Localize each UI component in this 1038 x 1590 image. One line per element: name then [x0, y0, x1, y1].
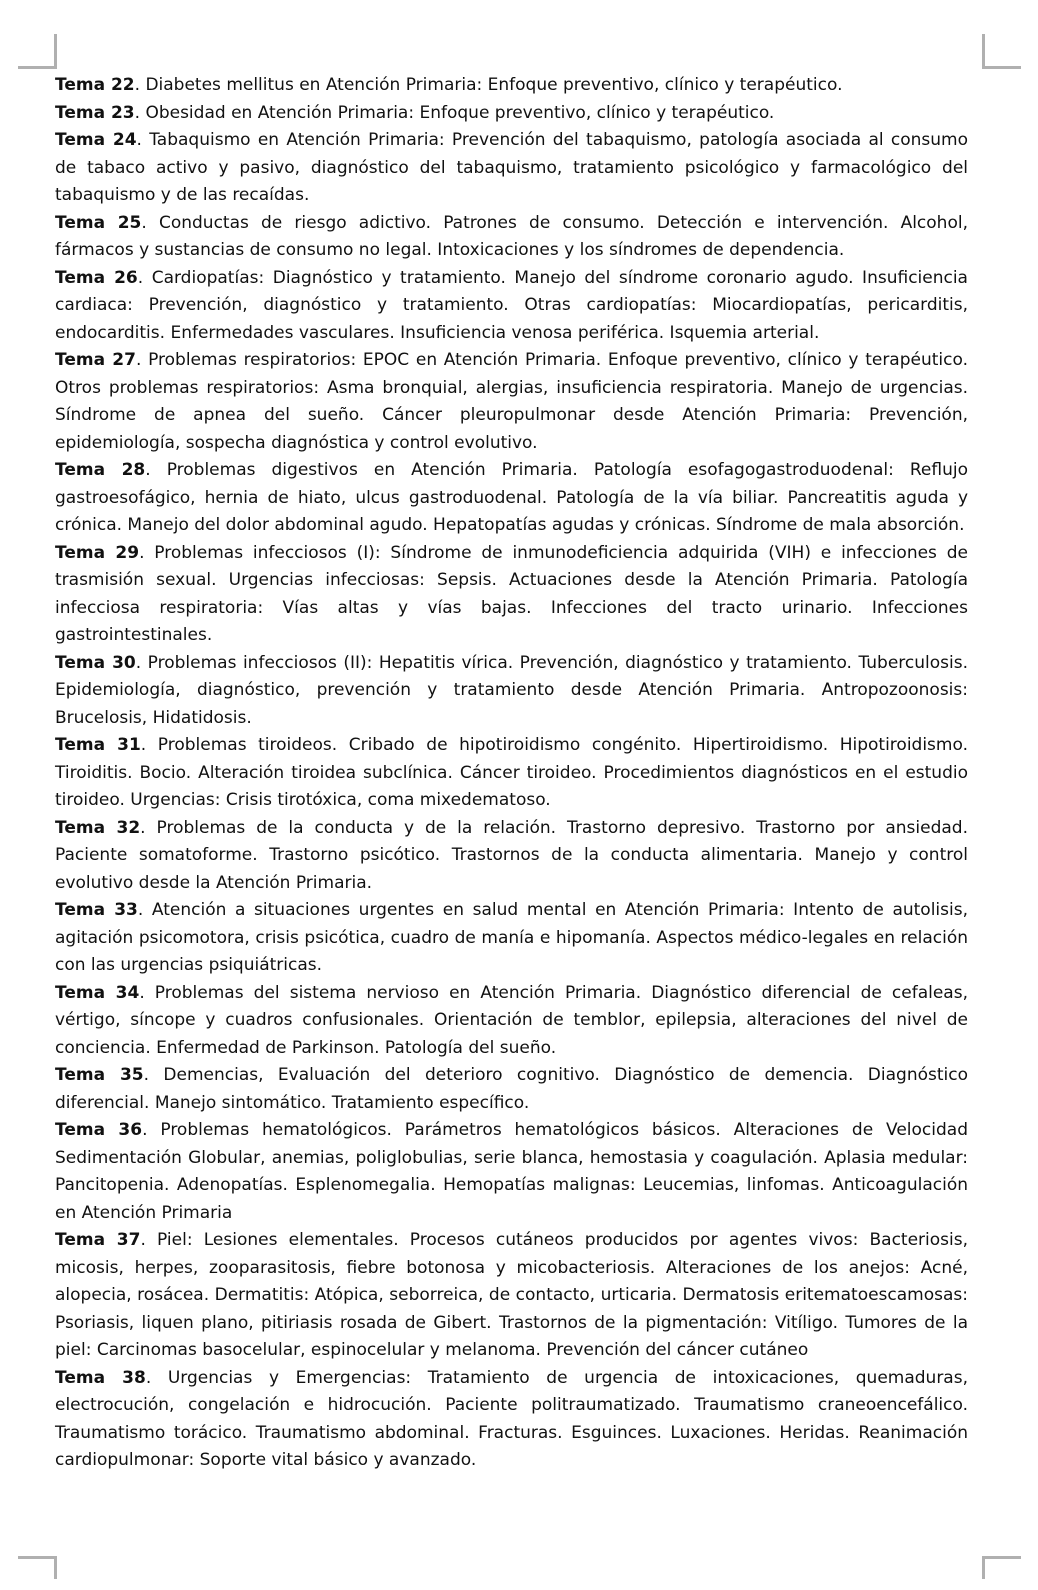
tema-37-text: . Piel: Lesiones elementales. Procesos cutáneos producidos por agentes vivos: Bacteriosis, micosis, herpes, zooparasitosis, fiebre botonosa y micobacteriosis. Alteraciones de los anejos: Acné, alopecia, rosácea. Dermatitis: Atópica, seborreica, de contacto, urticaria. Dermatosis eritematoescamosas: Psoriasis, liquen plano, pitiriasis rosada de Gibert. Trastornos de la pigmentación: Vitíligo. Tumores de la piel: Carcinomas basocelular, espinocelular y melanoma. Prevención del cáncer cutáneo — [55, 1230, 968, 1360]
tema-35-label: Tema 35 — [55, 1065, 144, 1085]
tema-23-text: . Obesidad en Atención Primaria: Enfoque preventivo, clínico y terapéutico. — [134, 102, 775, 123]
tema-33-text: . Atención a situaciones urgentes en salud mental en Atención Primaria: Intento de autolisis, agitación psicomotora, crisis psicótica, cuadro de manía e hipomanía. Aspectos médico-legales en relación con las urgencias psiquiátricas. — [55, 900, 968, 975]
tema-23 — [55, 100, 968, 128]
tema-24-text: . Tabaquismo en Atención Primaria: Prevención del tabaquismo, patología asociada al consumo de tabaco activo y pasivo, diagnóstico del tabaquismo, tratamiento psicológico y farmacológico del tabaquismo y de las recaídas. — [55, 130, 968, 205]
tema-32-text: . Problemas de la conducta y de la relación. Trastorno depresivo. Trastorno por ansiedad. Paciente somatoforme. Trastorno psicótico. Trastornos de la conducta alimentaria. Manejo y control evolutivo desde la Atención Primaria. — [55, 817, 968, 893]
tema-25-text: . Conductas de riesgo adictivo. Patrones de consumo. Detección e intervención. Alcohol, fármacos y sustancias de consumo no legal. Intoxicaciones y los síndromes de dependencia. — [55, 212, 968, 260]
margin-corner-top-right — [982, 34, 1021, 69]
tema-30-text: . Problemas infecciosos (II): Hepatitis vírica. Prevención, diagnóstico y tratamiento. Tuberculosis. Epidemiología, diagnóstico, prevención y tratamiento desde Atención Primaria. Antropozoonosis: Brucelosis, Hidatidosis. — [55, 652, 968, 728]
tema-37 — [55, 1227, 968, 1365]
tema-24 — [55, 127, 968, 210]
tema-35-text: . Demencias, Evaluación del deterioro cognitivo. Diagnóstico de demencia. Diagnóstico diferencial. Manejo sintomático. Tratamiento específico. — [55, 1065, 968, 1113]
tema-34-label: Tema 34 — [55, 982, 140, 1003]
tema-29-label: Tema 29 — [55, 542, 140, 563]
tema-22-text: . Diabetes mellitus en Atención Primaria: Enfoque preventivo, clínico y terapéutico. — [134, 75, 843, 95]
tema-29-text: . Problemas infecciosos (I): Síndrome de inmunodeficiencia adquirida (VIH) e infecciones de trasmisión sexual. Urgencias infecciosas: Sepsis. Actuaciones desde la Atención Primaria. Patología infecciosa respiratoria: Vías altas y vías bajas. Infecciones del tracto urinario. Infecciones gastrointestinales. — [55, 542, 968, 645]
tema-26-label: Tema 26 — [55, 267, 138, 288]
tema-22-label: Tema 22 — [55, 75, 135, 95]
tema-30-label: Tema 30 — [55, 652, 136, 673]
tema-28-label: Tema 28 — [55, 460, 146, 480]
tema-23-label: Tema 23 — [55, 102, 135, 123]
tema-33 — [55, 897, 968, 980]
tema-37-label: Tema 37 — [55, 1230, 141, 1250]
tema-34 — [55, 980, 968, 1063]
tema-31-label: Tema 31 — [55, 735, 141, 755]
tema-29 — [55, 540, 968, 650]
tema-27 — [55, 347, 968, 457]
tema-22 — [55, 72, 968, 100]
tema-28-text: . Problemas digestivos en Atención Primaria. Patología esofagogastroduodenal: Reflujo gastroesofágico, hernia de hiato, ulcus gastroduodenal. Patología de la vía biliar. Pancreatitis aguda y crónica. Manejo del dolor abdominal agudo. Hepatopatías agudas y crónicas. Síndrome de mala absorción. — [55, 460, 968, 535]
tema-27-label: Tema 27 — [55, 350, 136, 370]
tema-25 — [55, 210, 968, 265]
tema-36-text: . Problemas hematológicos. Parámetros hematológicos básicos. Alteraciones de Velocidad Sedimentación Globular, anemias, poliglobulias, serie blanca, hemostasia y coagulación. Aplasia medular: Pancitopenia. Adenopatías. Esplenomegalia. Hemopatías malignas: Leucemias, linfomas. Anticoagulación en Atención Primaria — [55, 1120, 968, 1223]
tema-31 — [55, 732, 968, 815]
tema-38 — [55, 1365, 968, 1475]
tema-32-label: Tema 32 — [55, 817, 141, 838]
margin-corner-top-left — [18, 34, 57, 69]
tema-24-label: Tema 24 — [55, 130, 137, 150]
tema-38-text: . Urgencias y Emergencias: Tratamiento de urgencia de intoxicaciones, quemaduras, electrocución, congelación e hidrocución. Paciente politraumatizado. Traumatismo craneoencefálico. Traumatismo torácico. Traumatismo abdominal. Fracturas. Esguinces. Luxaciones. Heridas. Reanimación cardiopulmonar: Soporte vital básico y avanzado. — [55, 1367, 968, 1470]
tema-36-label: Tema 36 — [55, 1120, 143, 1140]
tema-26-text: . Cardiopatías: Diagnóstico y tratamiento. Manejo del síndrome coronario agudo. Insuficiencia cardiaca: Prevención, diagnóstico y tratamiento. Otras cardiopatías: Miocardiopatías, pericarditis, endocarditis. Enfermedades vasculares. Insuficiencia venosa periférica. Isquemia arterial. — [55, 267, 968, 343]
tema-27-text: . Problemas respiratorios: EPOC en Atención Primaria. Enfoque preventivo, clínico y terapéutico. Otros problemas respiratorios: Asma bronquial, alergias, insuficiencia respiratoria. Manejo de urgencias. Síndrome de apnea del sueño. Cáncer pleuropulmonar desde Atención Primaria: Prevención, epidemiología, sospecha diagnóstica y control evolutivo. — [55, 350, 968, 453]
tema-35 — [55, 1062, 968, 1117]
margin-corner-bottom-right — [982, 1556, 1021, 1579]
tema-26 — [55, 265, 968, 348]
tema-36 — [55, 1117, 968, 1227]
tema-30 — [55, 650, 968, 733]
margin-corner-bottom-left — [18, 1556, 57, 1579]
document-body — [55, 72, 968, 1475]
tema-31-text: . Problemas tiroideos. Cribado de hipotiroidismo congénito. Hipertiroidismo. Hipotiroidismo. Tiroiditis. Bocio. Alteración tiroidea subclínica. Cáncer tiroideo. Procedimientos diagnósticos en el estudio tiroideo. Urgencias: Crisis tirotóxica, coma mixedematoso. — [55, 735, 968, 810]
tema-25-label: Tema 25 — [55, 212, 142, 233]
tema-34-text: . Problemas del sistema nervioso en Atención Primaria. Diagnóstico diferencial de cefaleas, vértigo, síncope y cuadros confusionales. Orientación de temblor, epilepsia, alteraciones del nivel de conciencia. Enfermedad de Parkinson. Patología del sueño. — [55, 982, 968, 1058]
tema-38-label: Tema 38 — [55, 1367, 146, 1388]
tema-32 — [55, 815, 968, 898]
tema-33-label: Tema 33 — [55, 900, 138, 920]
tema-28 — [55, 457, 968, 540]
